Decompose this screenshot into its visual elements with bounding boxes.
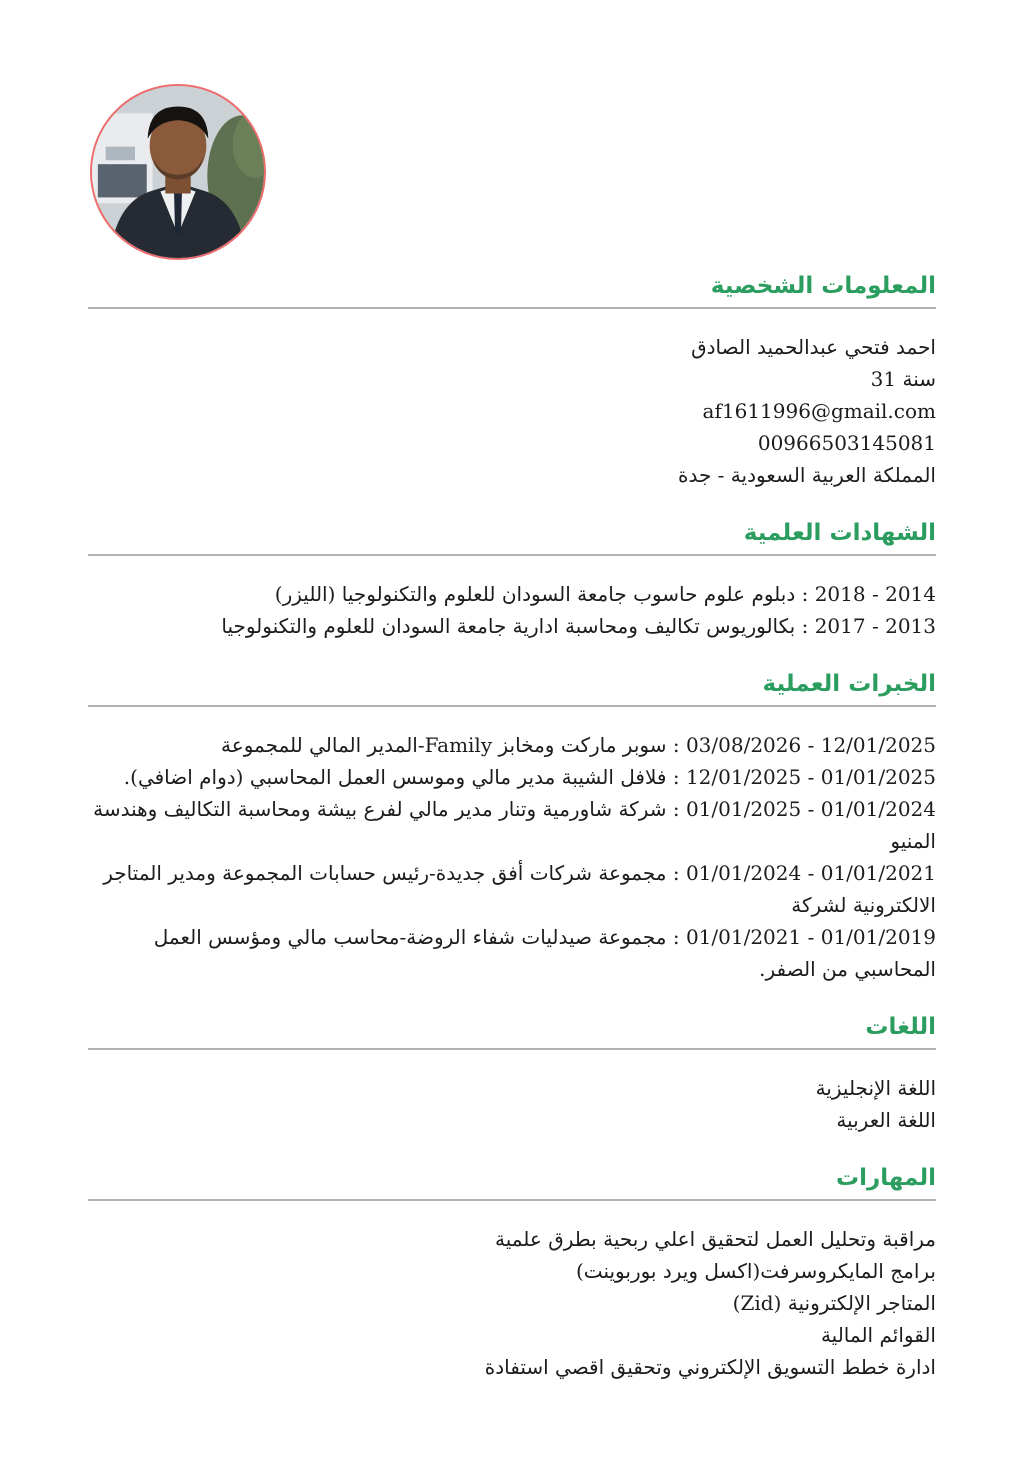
experience-item: 01/01/2021 - 01/01/2024 : مجموعة شركات أفق جديدة-رئيس حسابات المجموعة ومدير المتاجر الالكترونية لشركة <box>103 861 936 917</box>
section-divider <box>88 1199 936 1201</box>
skill-item: برامج المايكروسرفت(اكسل ويرد بوربوينت) <box>576 1259 936 1283</box>
email: af1611996@gmail.com <box>702 399 936 423</box>
section-skills <box>88 1162 936 1383</box>
language-item: اللغة الإنجليزية <box>815 1076 936 1100</box>
languages-body <box>88 1072 936 1136</box>
skills-body <box>88 1223 936 1383</box>
skill-item: المتاجر الإلكترونية (Zid) <box>732 1291 936 1315</box>
section-certificates <box>88 517 936 642</box>
section-work-experience <box>88 668 936 985</box>
profile-photo <box>90 84 266 260</box>
profile-photo-image <box>92 86 264 258</box>
section-divider <box>88 554 936 556</box>
section-title-personal-info: المعلومات الشخصية <box>710 273 936 299</box>
personal-info-body <box>88 331 936 491</box>
language-item: اللغة العربية <box>836 1108 936 1132</box>
phone-number: 00966503145081 <box>757 431 936 455</box>
certificates-body <box>88 578 936 642</box>
full-name: احمد فتحي عبدالحميد الصادق <box>691 335 936 359</box>
skill-item: ادارة خطط التسويق الإلكتروني وتحقيق اقصي استفادة <box>484 1355 936 1379</box>
section-divider <box>88 307 936 309</box>
work-experience-body <box>88 729 936 985</box>
experience-item: 01/01/2019 - 01/01/2021 : مجموعة صيدليات شفاء الروضة-محاسب مالي ومؤسس العمل المحاسبي من الصفر. <box>153 925 936 981</box>
skill-item: مراقبة وتحليل العمل لتحقيق اعلي ربحية بطرق علمية <box>494 1227 936 1251</box>
section-title-certificates: الشهادات العلمية <box>743 520 936 546</box>
certificate-item: 2013 - 2017 : بكالوريوس تكاليف ومحاسبة ادارية جامعة السودان للعلوم والتكنولوجيا <box>221 614 936 638</box>
experience-item: 01/01/2024 - 01/01/2025 : شركة شاورمية وتنار مدير مالي لفرع بيشة ومحاسبة التكاليف وهندسة المنيو <box>93 797 936 853</box>
experience-item: 01/01/2025 - 12/01/2025 : فلافل الشيبة مدير مالي وموسس العمل المحاسبي (دوام اضافي). <box>123 765 936 789</box>
section-languages <box>88 1011 936 1136</box>
skill-item: القوائم المالية <box>820 1323 936 1347</box>
experience-item: 12/01/2025 - 03/08/2026 : سوبر ماركت ومخابز Family-المدير المالي للمجموعة <box>221 733 936 757</box>
age: سنة 31 <box>870 367 936 391</box>
certificate-item: 2014 - 2018 : دبلوم علوم حاسوب جامعة السودان للعلوم والتكنولوجيا (الليزر) <box>274 582 936 606</box>
photo-row <box>88 0 936 260</box>
location: المملكة العربية السعودية - جدة <box>677 463 936 487</box>
section-divider <box>88 1048 936 1050</box>
section-personal-info <box>88 270 936 491</box>
section-title-languages: اللغات <box>865 1014 936 1040</box>
section-title-work-experience: الخبرات العملية <box>762 671 936 697</box>
section-title-skills: المهارات <box>836 1165 936 1191</box>
section-divider <box>88 705 936 707</box>
